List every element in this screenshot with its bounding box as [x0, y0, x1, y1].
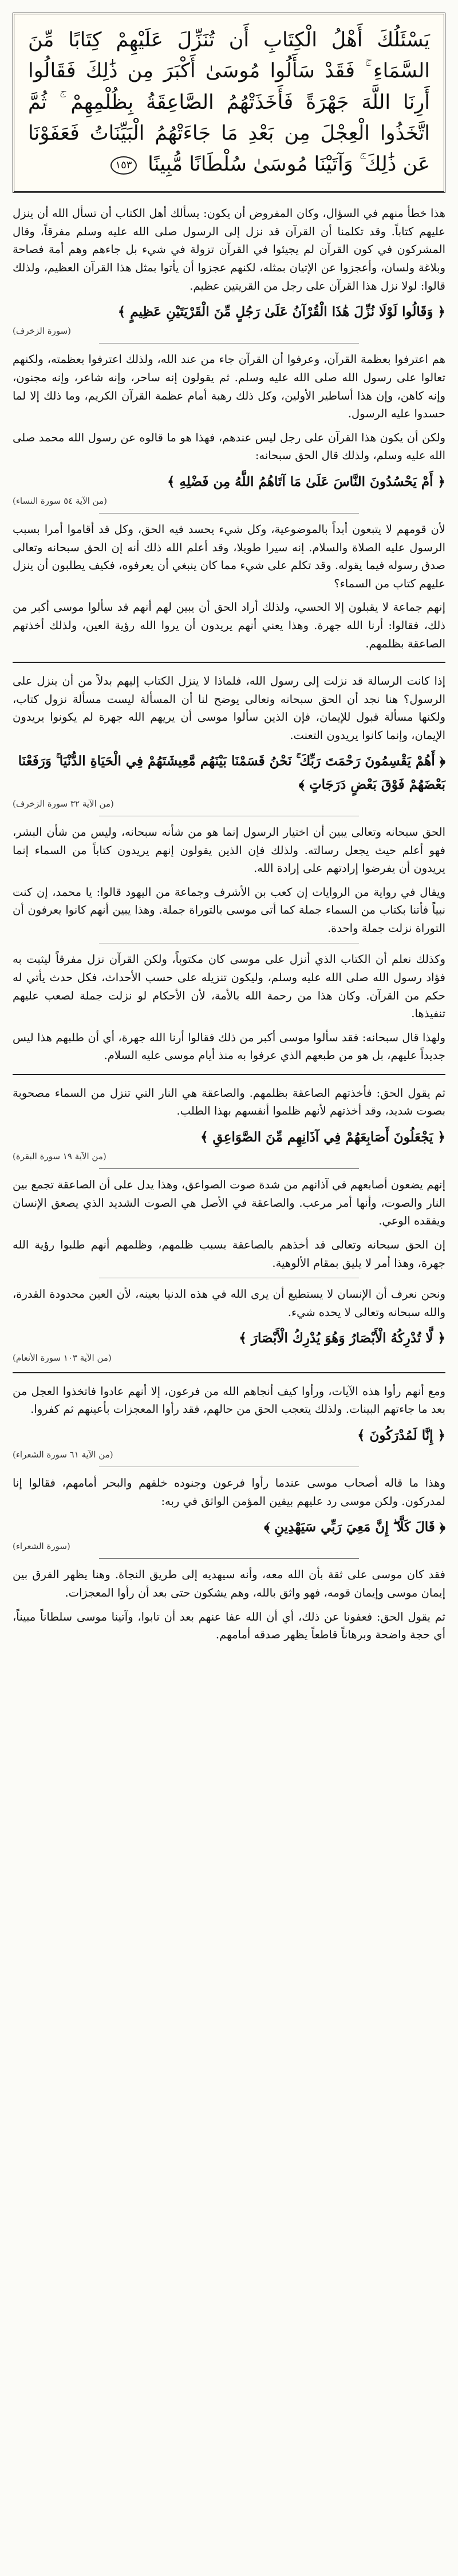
quote-citation: (سورة الشعراء) [13, 1541, 70, 1552]
opening-verse-box [13, 13, 445, 193]
commentary-paragraph: الحق سبحانه وتعالى يبين أن اختيار الرسول إنما هو من شأنه سبحانه، وليس من شأن البشر، فهو أعلم حيث يجعل رسالته. ولذلك فإن الذين يقولون إنهم يريدون كتاباً من السماء إنما يريدون أن يفرضوا إرادتهم على إرادة الله. [13, 825, 445, 875]
commentary-paragraph: ولكن أن يكون هذا القرآن على رجل ليس عندهم، فهذا هو ما قالوه عن رسول الله محمد صلى الله عليه وسلم، ولذلك قال الحق سبحانه: [13, 430, 445, 463]
quote-citation: (من الآية ٦١ سورة الشعراء) [13, 1449, 113, 1460]
quote-citation: (من الآية ٥٤ سورة النساء) [13, 496, 107, 507]
section-divider [99, 1558, 359, 1559]
commentary-paragraph: ومع أنهم رأوا هذه الآيات، ورأوا كيف أنجاهم الله من فرعون، إلا أنهم عادوا فاتخذوا العجل من بعد ما جاءتهم البينات. ولذلك يتعجب الحق من حالهم، فقد رأوا المعجزات بأعينهم ثم كفروا. [13, 1384, 445, 1416]
commentary-section [13, 1176, 445, 1272]
commentary-paragraph: ويقال في رواية من الروايات إن كعب بن الأشرف وجماعة من اليهود قالوا: يا محمد، إن كنت نبياً فأتنا بكتاب من السماء جملة كما أتى موسى بالتوراة جملة. وهذا يبين أنهم كانوا يعرفون أن التوراة نزلت جملة واحدة. [13, 885, 445, 935]
commentary-paragraph: إذا كانت الرسالة قد نزلت إلى رسول الله، فلماذا لا ينزل الكتاب إليهم بدلاً من أن ينزل على الرسول؟ هنا نجد أن الحق سبحانه وتعالى يوضح لنا أن المسألة ليست مسألة نزول كتاب، ولكنها مسألة قبول للإيمان، فإن الذين سألوا موسى أن يريهم الله جهرة لم يكونوا يريدون الإيمان، وإنما كانوا يريدون التعنت. [13, 674, 445, 742]
commentary-paragraph: فقد كان موسى على ثقة بأن الله معه، وأنه سيهديه إلى طريق النجاة. وهنا يظهر الفرق بين إيمان موسى وإيمان قومه، فهو واثق بالله، وهم يشكون حتى بعد أن رأوا المعجزات. [13, 1568, 445, 1599]
commentary-section [13, 520, 445, 653]
commentary-section [13, 823, 445, 937]
commentary-paragraph: ولهذا قال سبحانه: فقد سألوا موسى أكبر من ذلك فقالوا أرنا الله جهرة، أي أن طلبهم هذا ليس جديداً عليهم، بل هو من طبعهم الذي عرفوا به منذ أيام موسى عليه السلام. [13, 1030, 445, 1062]
verse-number-badge: ١٥٣ [110, 156, 137, 175]
commentary-paragraph: ونحن نعرف أن الإنسان لا يستطيع أن يرى الله في هذه الدنيا بعينه، لأن العين محدودة القدرة، والله سبحانه وتعالى لا يحده شيء. [13, 1287, 445, 1319]
commentary-section [13, 672, 445, 809]
commentary-paragraph: إنهم جماعة لا يقبلون إلا الحسي، ولذلك أراد الحق أن يبين لهم أنهم قد سألوا موسى أكبر من ذلك، فقالوا: أرنا الله جهرة. وهذا يعني أنهم يريدون أن يروا الله رؤية العين، ولذلك أخذتهم الصاعقة بظلمهم. [13, 600, 445, 650]
commentary-paragraph: لأن قومهم لا يتبعون أبداً بالموضوعية، وكل شيء يحسد فيه الحق، وكل قد أقاموا أمرا بسبب الرسول عليه الصلاة والسلام. إنه سيرا طويلا، وقد أعلم الله ذلك أنه إن الحق سبحانه وتعالى صدق رسوله فيما يقوله. وقد تكلم على شيء مما كان ينبغي أن يعرفوه، فكيف يطلبون أن ينزل عليهم كتاب من السماء؟ [12, 523, 445, 590]
section-divider [13, 1074, 445, 1075]
commentary-paragraph: هم اعترفوا بعظمة القرآن، وعرفوا أن القرآن جاء من عند الله، ولذلك اعترفوا بعظمته، ولكنهم تعالوا على رسول الله صلى الله عليه وسلم. ثم يقولون إنه ساحر، وإنه شاعر، وإنه مجنون، وإنه كاهن، وإن هذا أساطير الأولين، وكل ذلك رهبة أمام عظمة القرآن الكريم، وما ذلك إلا لما حسدوا عليه الرسول. [13, 353, 445, 421]
quran-quote: ﴿ أَهُمْ يَقْسِمُونَ رَحْمَتَ رَبِّكَ ۚ نَحْنُ قَسَمْنَا بَيْنَهُم مَّعِيشَتَهُمْ فِي الْحَيَاةِ الدُّنْيَا ۚ وَرَفَعْنَا بَعْضَهُمْ فَوْقَ بَعْضٍ دَرَجَاتٍ ﴾ [18, 753, 445, 792]
opening-verse-text: يَسْئَلُكَ أَهْلُ الْكِتَابِ أَن تُنَزِّلَ عَلَيْهِمْ كِتَابًا مِّنَ السَّمَاءِ ۚ فَقَدْ سَأَلُوا مُوسَىٰ أَكْبَرَ مِن ذَٰلِكَ فَقَالُوا أَرِنَا اللَّهَ جَهْرَةً فَأَخَذَتْهُمُ الصَّاعِقَةُ بِظُلْمِهِمْ ۚ ثُمَّ اتَّخَذُوا الْعِجْلَ مِن بَعْدِ مَا جَاءَتْهُمُ الْبَيِّنَاتُ فَعَفَوْنَا عَن ذَٰلِكَ ۚ وَآتَيْنَا مُوسَىٰ سُلْطَانًا مُّبِينًا [28, 29, 430, 176]
commentary-section [13, 1084, 445, 1161]
commentary-sections [13, 204, 445, 1643]
quran-quote: ﴿ إِنَّا لَمُدْرَكُونَ ﴾ [357, 1427, 445, 1443]
section-divider [13, 662, 445, 663]
commentary-paragraph: وكذلك نعلم أن الكتاب الذي أنزل على موسى كان مكتوباً، ولكن القرآن نزل مفرقاً ليثبت به فؤاد رسول الله صلى الله عليه وسلم، وليكون تنزيله على حسب الأحداث، فكل حدث يأتي له حكم من القرآن. وكان هذا من رحمة الله بالأمة، لأن الأحكام لو نزلت جملة لصعب عليهم تنفيذها. [13, 953, 445, 1021]
commentary-paragraph: هذا خطأ منهم في السؤال، وكان المفروض أن يكون: يسألك أهل الكتاب أن تسأل الله أن ينزل عليهم كتاباً. وقد تكلمنا أن القرآن قد نزل إلى الرسول صلى الله عليه وسلم مفرقاً، وقال المشركون في كون القرآن لم يجيئوا في القرآن تزولة في شيء بل جاءهم وهم أمة فصاحة وبلاغة ولسان، وأعجزوا عن الإتيان بمثله، لكنهم عجزوا أن يأتوا بمثل هذا القرآن العظيم، ولذلك قالوا: لولا نزل هذا القرآن على رجل من القريتين عظيم. [13, 207, 445, 293]
commentary-paragraph: وهذا ما قاله أصحاب موسى عندما رأوا فرعون وجنوده خلفهم والبحر أمامهم، فقالوا إنا لمدركون. ولكن موسى رد عليهم بيقين المؤمن الواثق في ربه: [13, 1476, 445, 1508]
section-divider [13, 1372, 445, 1373]
commentary-paragraph: إن الحق سبحانه وتعالى قد أخذهم بالصاعقة بسبب ظلمهم، وظلمهم أنهم طلبوا رؤية الله جهرة، وهذا أمر لا يليق بمقام الألوهية. [13, 1238, 445, 1270]
commentary-paragraph: ثم يقول الحق: فأخذتهم الصاعقة بظلمهم. والصاعقة هي النار التي تنزل من السماء مصحوبة بصوت شديد، وقد أخذتهم لأنهم ظلموا أنفسهم بهذا الطلب. [13, 1086, 445, 1118]
section-divider [99, 1168, 359, 1169]
quran-quote: ﴿ أَمْ يَحْسُدُونَ النَّاسَ عَلَىٰ مَا آتَاهُمُ اللَّهُ مِن فَضْلِهِ ﴾ [167, 473, 445, 489]
commentary-section [13, 1285, 445, 1362]
quote-citation: (من الآية ١٩ سورة البقرة) [13, 1151, 106, 1162]
commentary-section [13, 1382, 445, 1460]
commentary-section [13, 1566, 445, 1643]
commentary-section [13, 950, 445, 1064]
commentary-section [13, 1474, 445, 1551]
commentary-paragraph: ثم يقول الحق: فعفونا عن ذلك، أي أن الله عفا عنهم بعد أن تابوا، وآتينا موسى سلطاناً مبيناً، أي حجة واضحة وبرهاناً قاطعاً يظهر صدقه أمامهم. [13, 1610, 445, 1642]
commentary-section [13, 350, 445, 506]
quran-quote: ﴿ وَقَالُوا لَوْلَا نُزِّلَ هَٰذَا الْقُرْآنُ عَلَىٰ رَجُلٍ مِّنَ الْقَرْيَتَيْنِ عَظِيمٍ ﴾ [117, 304, 445, 320]
quote-citation: (من الآية ١٠٣ سورة الأنعام) [13, 1352, 112, 1363]
quran-quote: ﴿ يَجْعَلُونَ أَصَابِعَهُمْ فِي آذَانِهِم مِّنَ الصَّوَاعِقِ ﴾ [200, 1129, 445, 1145]
quote-citation: (من الآية ٣٢ سورة الزخرف) [13, 798, 114, 809]
quran-quote: ﴿ قَالَ كَلَّا ۖ إِنَّ مَعِيَ رَبِّي سَيَهْدِينِ ﴾ [264, 1519, 445, 1535]
quote-citation: (سورة الزخرف) [13, 326, 72, 337]
commentary-paragraph: إنهم يضعون أصابعهم في آذانهم من شدة صوت الصواعق، وهذا يدل على أن الصاعقة تجمع بين النار والصوت، وأنها أمر مرعب. والصاعقة في الأصل هي الصوت الشديد الذي يصعق الإنسان ويفقده الوعي. [13, 1178, 445, 1228]
quran-quote: ﴿ لَّا تُدْرِكُهُ الْأَبْصَارُ وَهُوَ يُدْرِكُ الْأَبْصَارَ ﴾ [239, 1330, 445, 1346]
commentary-section [13, 204, 445, 336]
